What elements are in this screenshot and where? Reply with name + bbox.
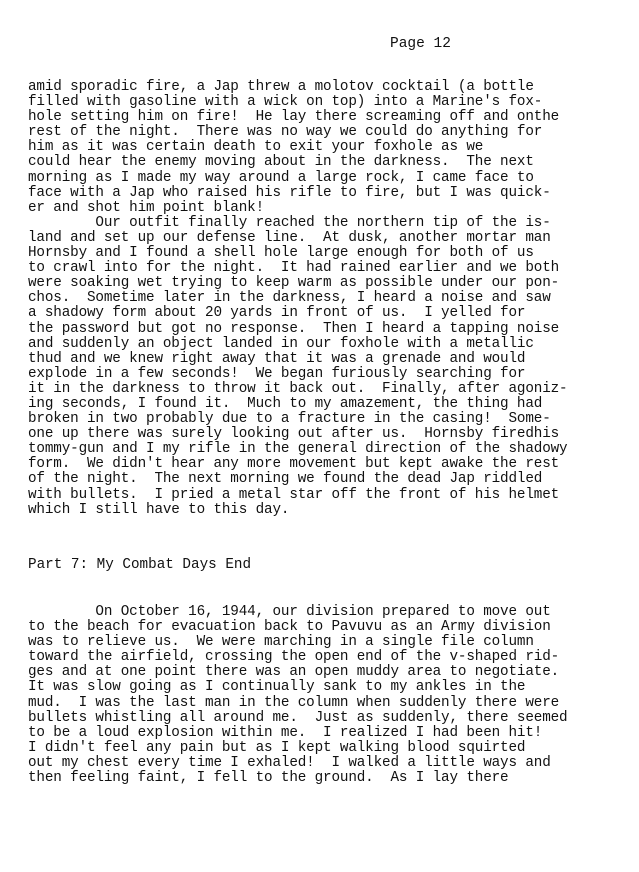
text-line: toward the airfield, crossing the open end of the v-shaped rid- [28, 649, 560, 666]
text-line: one up there was surely looking out after us. Hornsby firedhis [28, 426, 560, 443]
text-line: was to relieve us. We were marching in a single file column [28, 634, 534, 651]
text-line: rest of the night. There was no way we could do anything for [28, 124, 543, 141]
text-line: morning as I made my way around a large rock, I came face to [28, 169, 534, 186]
text-line: then feeling faint, I fell to the ground. As I lay there [28, 770, 509, 787]
text-line: tommy-gun and I my rifle in the general direction of the shadowy [28, 441, 568, 458]
text-line: er and shot him point blank! [28, 199, 265, 216]
text-line: to the beach for evacuation back to Pavuvu as an Army division [28, 619, 551, 636]
text-line: hole setting him on fire! He lay there screaming off and onthe [28, 109, 560, 126]
text-line: Our outfit finally reached the northern tip of the is- [28, 214, 551, 231]
text-line: face with a Jap who raised his rifle to fire, but I was quick- [28, 184, 551, 201]
text-line: out my chest every time I exhaled! I walked a little ways and [28, 754, 551, 771]
text-line: filled with gasoline with a wick on top) into a Marine's fox- [28, 94, 543, 111]
text-line: I didn't feel any pain but as I kept walking blood squirted [28, 739, 526, 756]
text-line: him as it was certain death to exit your foxhole as we [28, 139, 484, 156]
text-line: thud and we knew right away that it was a grenade and would [28, 350, 526, 367]
text-line: On October 16, 1944, our division prepared to move out [28, 604, 551, 620]
text-line: it in the darkness to throw it back out. Finally, after agoniz- [28, 380, 568, 397]
text-line: It was slow going as I continually sank to my ankles in the [28, 679, 526, 696]
text-line: to be a loud explosion within me. I realized I had been hit! [28, 724, 543, 741]
text-line: a shadowy form about 20 yards in front of us. I yelled for [28, 305, 526, 322]
body-paragraph-1 [28, 80, 634, 518]
text-line: could hear the enemy moving about in the darkness. The next [28, 154, 534, 171]
section-heading: Part 7: My Combat Days End [28, 557, 252, 573]
text-line: ges and at one point there was an open muddy area to negotiate. [28, 664, 560, 681]
text-line: chos. Sometime later in the darkness, I heard a noise and saw [28, 290, 551, 307]
text-line: bullets whistling all around me. Just as suddenly, there seemed [28, 709, 568, 726]
page-number: Page 12 [390, 36, 451, 52]
text-line: with bullets. I pried a metal star off the front of his helmet [28, 486, 560, 503]
text-line: were soaking wet trying to keep warm as possible under our pon- [28, 275, 560, 292]
text-line: Hornsby and I found a shell hole large enough for both of us [28, 245, 534, 262]
text-line: and suddenly an object landed in our foxhole with a metallic [28, 335, 534, 352]
text-line: land and set up our defense line. At dusk, another mortar man [28, 229, 551, 246]
text-line: explode in a few seconds! We began furiously searching for [28, 365, 526, 382]
text-line: ing seconds, I found it. Much to my amazement, the thing had [28, 395, 543, 412]
text-line: amid sporadic fire, a Jap threw a molotov cocktail (a bottle [28, 79, 534, 95]
text-line: of the night. The next morning we found the dead Jap riddled [28, 471, 543, 488]
text-line: broken in two probably due to a fracture in the casing! Some- [28, 411, 551, 428]
text-line: mud. I was the last man in the column when suddenly there were [28, 694, 560, 711]
text-line: form. We didn't hear any more movement but kept awake the rest [28, 456, 560, 473]
text-line: the password but got no response. Then I heard a tapping noise [28, 320, 560, 337]
text-line: to crawl into for the night. It had rained earlier and we both [28, 260, 560, 277]
text-line: which I still have to this day. [28, 501, 290, 518]
body-paragraph-2 [28, 605, 634, 786]
